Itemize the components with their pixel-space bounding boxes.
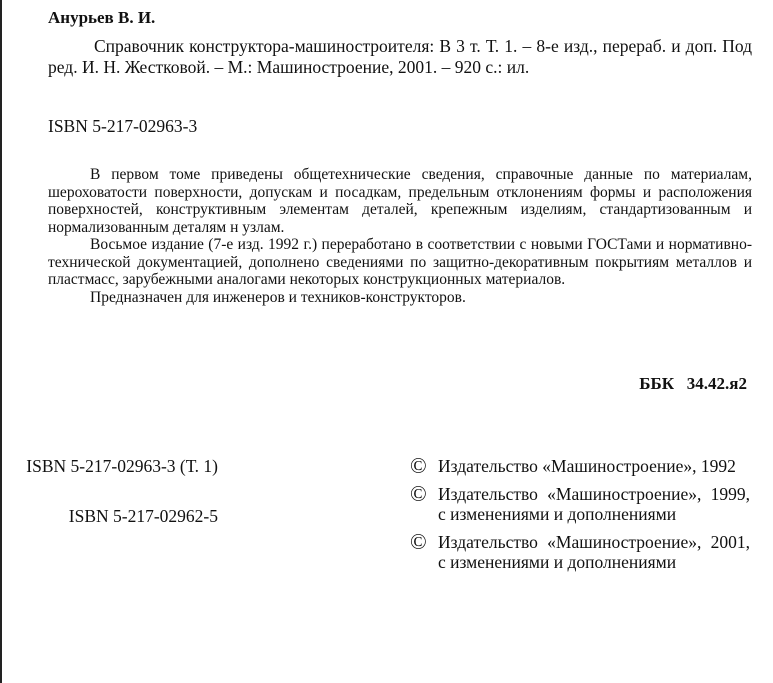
page-left-edge <box>0 0 2 683</box>
bibliographic-description: Справочник конструктора-машиностроителя: В 3 т. Т. 1. – 8-е изд., перераб. и доп. Под ред. И. Н. Жестковой. – М.: Машиностроение, 2001. – 920 с.: ил. <box>48 36 752 77</box>
annotation-paragraph: Предназначен для инженеров и техников-конструкторов. <box>90 288 466 306</box>
copyright-icon: © <box>410 481 427 506</box>
annotation-paragraph: В первом томе приведены общетехнические сведения, справочные данные по материалам, шероховатости поверхности, допускам и посадкам, предельным отклонениям формы и расположения поверхностей, конструктивным элементам деталей, крепежным изделиям, стандартизованным и нормализованным деталям н узлам. <box>48 166 752 236</box>
copyright-block <box>410 453 750 580</box>
copyright-text: Издательство «Машиностроение», 2001, с изменениями и дополнениями <box>438 532 750 572</box>
copyright-entry <box>410 529 750 572</box>
copyright-entry <box>410 453 750 478</box>
copyright-text: Издательство «Машиностроение», 1992 <box>438 456 736 476</box>
bbk-code: ББК 34.42.я2 <box>639 374 747 393</box>
copyright-entry <box>410 481 750 524</box>
isbn-volume: ISBN 5-217-02963-3 (Т. 1) <box>26 456 218 476</box>
isbn-main: ISBN 5-217-02963-3 <box>48 116 198 136</box>
annotation <box>48 166 752 306</box>
annotation-paragraph: Восьмое издание (7-е изд. 1992 г.) переработано в соответствии с новыми ГОСТами и нормативно-технической документацией, дополнено сведениями по защитно-декоративным покрытиям металлов и пластмасс, зарубежными аналогами некоторых конструкционных материалов. <box>48 236 752 288</box>
copyright-text: Издательство «Машиностроение», 1999, с изменениями и дополнениями <box>438 484 750 524</box>
isbn-list <box>0 456 300 556</box>
author-name: Анурьев В. И. <box>48 8 156 27</box>
copyright-icon: © <box>410 453 427 478</box>
copyright-icon: © <box>410 529 427 554</box>
isbn-set: ISBN 5-217-02962-5 <box>68 506 218 526</box>
